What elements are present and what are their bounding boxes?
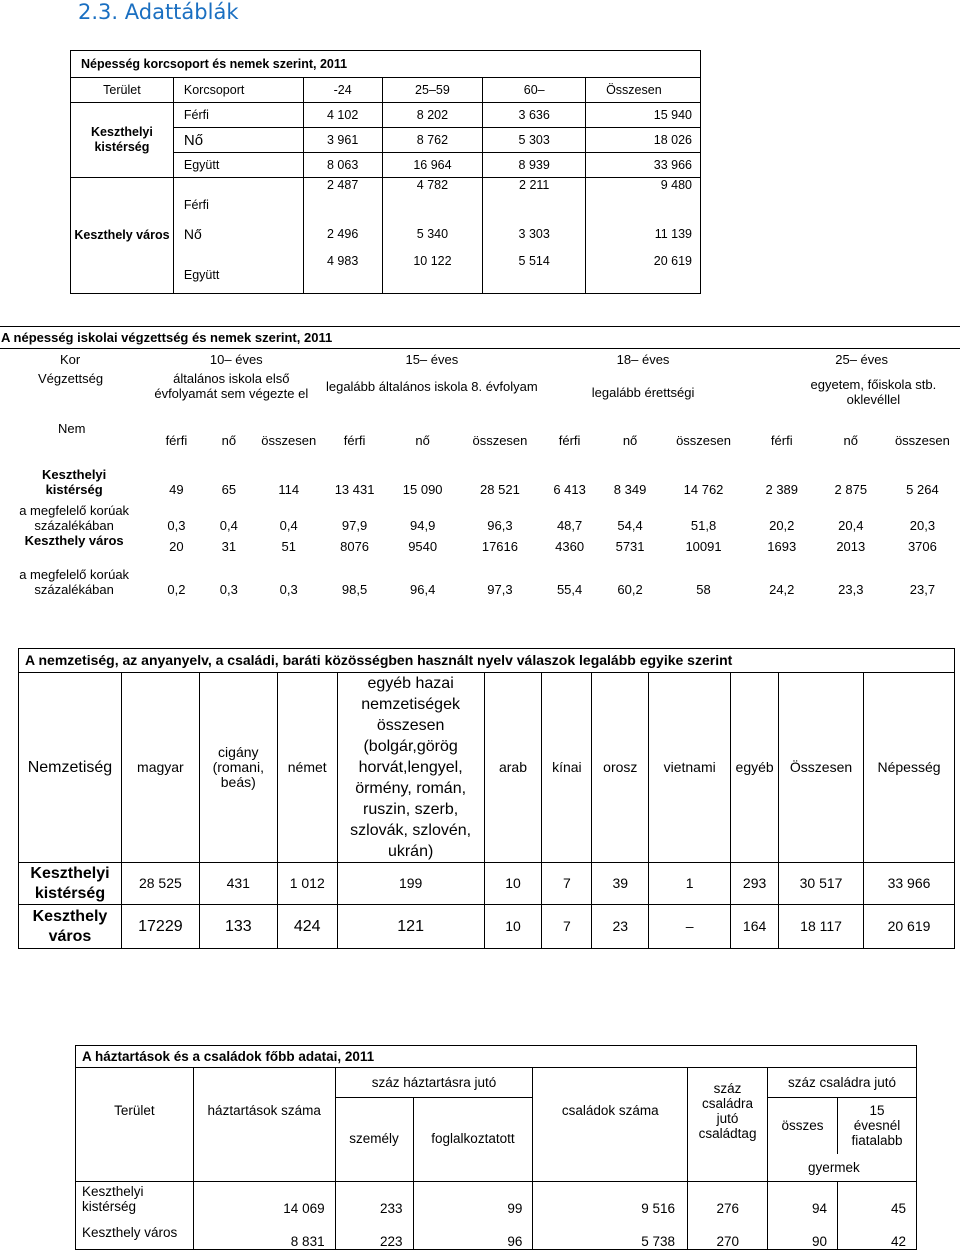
age-header: 18– éves	[616, 352, 670, 368]
households-table	[75, 1045, 917, 1250]
cell: 3 303	[483, 216, 586, 254]
cell: 293	[731, 863, 779, 905]
table-row	[71, 178, 701, 216]
row-label: Keszthelyi kistérség	[76, 1182, 194, 1216]
cell: 8 202	[382, 103, 483, 128]
column-header: magyar	[121, 673, 199, 863]
cell: 97,9	[341, 517, 368, 533]
age-header: 25– éves	[835, 352, 888, 368]
cell: 65	[221, 481, 237, 497]
sex-label: Együtt	[173, 153, 303, 178]
age-header: 10– éves	[209, 352, 263, 368]
level-header: általános iskola első évfolyamát sem végezte el	[154, 370, 309, 401]
column-header: foglalkoztatott	[413, 1098, 533, 1154]
cell: 10	[484, 905, 542, 949]
sex-header: nő	[622, 433, 638, 448]
cell: 121	[337, 905, 484, 949]
cell: 2 211	[483, 178, 586, 216]
row-label: a megfelelő korúak százalékában	[19, 566, 130, 597]
cell: 51,8	[690, 517, 717, 533]
sex-label: Férfi	[173, 178, 303, 216]
column-header: Népesség	[864, 673, 955, 863]
nationality-table	[18, 648, 955, 949]
cell: 5 303	[483, 128, 586, 153]
column-header: vietnami	[649, 673, 731, 863]
cell: 2 487	[303, 178, 382, 216]
column-header: Terület	[71, 78, 174, 103]
blank-cell	[335, 1154, 413, 1182]
cell: 94,9	[410, 517, 436, 533]
cell: 5 514	[483, 254, 586, 294]
sex-label: Nő	[173, 128, 303, 153]
level-header: egyetem, főiskola stb. oklevéllel	[810, 376, 937, 407]
table-title: A háztartások és a családok főbb adatai, 2011	[76, 1046, 917, 1068]
cell: 15 090	[402, 481, 443, 497]
column-header: egyéb hazai nemzetiségek összesen (bolgár,görög horvát,lengyel, örmény, román, ruszin, szerb, szlovák, szlovén, ukrán)	[337, 673, 484, 863]
cell: 98,5	[341, 581, 368, 597]
column-header: Terület	[114, 1103, 155, 1119]
sex-header: összesen	[894, 433, 950, 448]
column-header: Összesen	[586, 78, 701, 103]
cell: 20 619	[586, 254, 701, 294]
column-header: Nemzetiség	[19, 673, 122, 863]
cell: 8 349	[613, 481, 647, 497]
cell: 31	[221, 539, 237, 554]
cell: 30 517	[779, 863, 864, 905]
cell: 1 012	[277, 863, 337, 905]
column-header: orosz	[592, 673, 649, 863]
age-header: 15– éves	[405, 352, 459, 368]
table-row	[19, 863, 955, 905]
education-label: Végzettség	[38, 370, 104, 386]
cell: 0,4	[279, 517, 298, 533]
cell: 20 619	[864, 905, 955, 949]
page-heading: 2.3. Adattáblák	[78, 0, 239, 24]
cell: 45	[837, 1182, 916, 1216]
cell: 4 983	[303, 254, 382, 294]
cell: 54,4	[617, 517, 643, 533]
age-label: Kor	[60, 352, 81, 368]
sex-header: összesen	[676, 433, 731, 448]
cell: 431	[199, 863, 277, 905]
cell: 276	[688, 1182, 768, 1216]
cell: 7	[542, 863, 592, 905]
cell: 2 875	[834, 481, 868, 497]
sex-header: férfi	[343, 433, 366, 448]
cell: 10 122	[382, 254, 483, 294]
sex-header: nő	[415, 433, 430, 448]
area-label: Keszthelyi kistérség	[71, 103, 174, 178]
cell: 164	[731, 905, 779, 949]
level-header: legalább általános iskola 8. évfolyam	[325, 378, 538, 394]
cell: 20,4	[838, 517, 864, 533]
sex-header: összesen	[472, 433, 528, 448]
row-label: Keszthelyi kistérség	[41, 466, 107, 497]
table-row	[19, 905, 955, 949]
table-title: A népesség iskolai végzettség és nemek szerint, 2011	[0, 327, 960, 349]
cell: 6 413	[553, 481, 586, 497]
cell: 4 782	[382, 178, 483, 216]
cell: 49	[169, 481, 184, 497]
cell: 58	[696, 581, 711, 597]
cell: 5 738	[533, 1216, 688, 1250]
row-label: Keszthely város	[24, 532, 124, 548]
cell: 270	[688, 1216, 768, 1250]
cell: 8 939	[483, 153, 586, 178]
cell: 0,3	[279, 581, 298, 597]
cell: 9 480	[586, 178, 701, 216]
cell: 1693	[767, 539, 797, 554]
cell: 60,2	[617, 581, 643, 597]
cell: 20,2	[769, 517, 795, 533]
cell: 18 026	[586, 128, 701, 153]
sex-header: férfi	[165, 433, 188, 448]
column-header: 25–59	[382, 78, 483, 103]
cell: 20	[169, 539, 184, 554]
row-label: Keszthely város	[82, 1224, 178, 1240]
sex-header: férfi	[558, 433, 581, 448]
cell: 39	[592, 863, 649, 905]
column-header: személy	[335, 1098, 413, 1154]
cell: 8076	[340, 539, 370, 554]
cell: 1	[649, 863, 731, 905]
cell: 10	[484, 863, 542, 905]
sex-header: összesen	[261, 433, 317, 448]
cell: 0,3	[219, 581, 238, 597]
education-table	[0, 326, 960, 597]
cell: 199	[337, 863, 484, 905]
blank-cell	[193, 1154, 335, 1182]
cell: 20,3	[909, 517, 936, 533]
cell: 14 069	[193, 1182, 335, 1216]
blank-cell	[76, 1154, 194, 1182]
cell: 42	[837, 1216, 916, 1250]
cell: 96,3	[487, 517, 513, 533]
column-header: Korcsoport	[173, 78, 303, 103]
table-row	[0, 533, 960, 561]
sex-label: Nő	[173, 216, 303, 254]
cell: 33 966	[864, 863, 955, 905]
table-row	[0, 497, 960, 533]
cell: 55,4	[556, 581, 583, 597]
blank-cell	[533, 1154, 688, 1182]
column-header: -24	[303, 78, 382, 103]
cell: 48,7	[556, 517, 583, 533]
table-title: A nemzetiség, az anyanyelv, a családi, baráti közösségben használt nyelv válaszok legalább egyike szerint	[19, 649, 955, 673]
cell: 8 762	[382, 128, 483, 153]
cell: 8 831	[193, 1216, 335, 1250]
cell: 15 940	[586, 103, 701, 128]
cell: 10091	[685, 539, 722, 554]
cell: 4360	[555, 539, 585, 554]
sex-label: Együtt	[173, 254, 303, 294]
cell: 23	[592, 905, 649, 949]
sex-header: nő	[221, 433, 237, 448]
cell: 5 264	[906, 481, 939, 497]
cell: 23,3	[838, 581, 864, 597]
cell: 2 496	[303, 216, 382, 254]
sex-label: Férfi	[173, 103, 303, 128]
cell: 90	[768, 1216, 838, 1250]
cell: 17616	[481, 539, 518, 554]
cell: 94	[768, 1182, 838, 1216]
cell: 4 102	[303, 103, 382, 128]
cell: 424	[277, 905, 337, 949]
area-label: Keszthely város	[71, 178, 174, 294]
column-header: arab	[484, 673, 542, 863]
column-header: egyéb	[731, 673, 779, 863]
cell: 2 389	[765, 481, 799, 497]
table-title: Népesség korcsoport és nemek szerint, 2011	[71, 51, 701, 78]
cell: 96,4	[410, 581, 436, 597]
cell: 9540	[408, 539, 438, 554]
cell: 0,4	[219, 517, 238, 533]
cell: 5731	[615, 539, 645, 554]
blank-cell	[688, 1154, 768, 1182]
column-header: 60–	[483, 78, 586, 103]
cell: 11 139	[586, 216, 701, 254]
sex-row-label: Nem	[58, 420, 86, 436]
row-label: Keszthelyi kistérség	[19, 863, 122, 905]
column-header: családok száma	[533, 1068, 688, 1154]
column-header: háztartások száma	[193, 1068, 335, 1154]
cell: 51	[281, 539, 296, 554]
cell: 16 964	[382, 153, 483, 178]
cell: 5 340	[382, 216, 483, 254]
cell: 3706	[907, 539, 937, 554]
cell: 0,2	[167, 581, 186, 597]
row-label: a megfelelő korúak százalékában	[19, 502, 130, 533]
cell: 13 431	[334, 481, 375, 497]
cell: 33 966	[586, 153, 701, 178]
row-label: Keszthely város	[19, 905, 122, 949]
cell: 18 117	[779, 905, 864, 949]
cell: 99	[413, 1182, 533, 1216]
column-header: német	[277, 673, 337, 863]
cell: 3 961	[303, 128, 382, 153]
column-header: Összesen	[779, 673, 864, 863]
cell: 28 525	[121, 863, 199, 905]
cell: 23,7	[909, 581, 936, 597]
column-header: összes	[768, 1098, 838, 1154]
cell: –	[649, 905, 731, 949]
cell: 3 636	[483, 103, 586, 128]
cell: 2013	[836, 539, 866, 554]
population-by-age-table	[70, 50, 701, 294]
column-header: száz családra jutó családtag	[688, 1068, 768, 1154]
cell: 97,3	[487, 581, 513, 597]
table-row	[76, 1216, 917, 1250]
column-header: 15 évesnél fiatalabb	[837, 1098, 916, 1154]
column-header: gyermek	[768, 1154, 917, 1182]
cell: 0,3	[167, 517, 186, 533]
cell: 14 762	[683, 481, 724, 497]
cell: 233	[335, 1182, 413, 1216]
table-row	[0, 561, 960, 597]
cell: 17229	[121, 905, 199, 949]
cell: 223	[335, 1216, 413, 1250]
cell: 24,2	[769, 581, 795, 597]
cell: 133	[199, 905, 277, 949]
column-header: cigány (romani, beás)	[199, 673, 277, 863]
column-header: száz háztartásra jutó	[335, 1068, 533, 1098]
cell: 9 516	[533, 1182, 688, 1216]
table-row	[76, 1182, 917, 1216]
sex-header: férfi	[770, 433, 793, 448]
sex-header: nő	[843, 433, 859, 448]
blank-cell	[413, 1154, 533, 1182]
level-header: legalább érettségi	[591, 384, 695, 400]
table-row	[0, 461, 960, 497]
cell: 96	[413, 1216, 533, 1250]
column-header: kínai	[542, 673, 592, 863]
table-row	[71, 103, 701, 128]
cell: 8 063	[303, 153, 382, 178]
cell: 114	[278, 481, 300, 497]
cell: 7	[542, 905, 592, 949]
cell: 28 521	[480, 481, 520, 497]
column-header: száz családra jutó	[768, 1068, 917, 1098]
